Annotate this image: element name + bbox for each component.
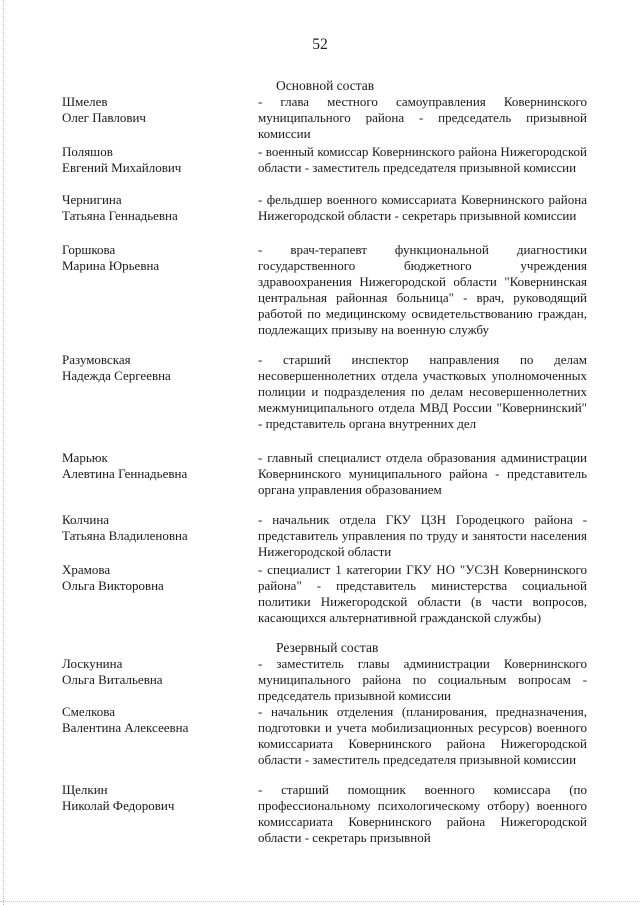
main-section-title: Основной состав xyxy=(276,78,375,93)
member-role: - начальник отделения (планирования, предназначения, подготовки и учета мобилизационных ресурсов) военного комиссариата Ковернинского района Нижегородской области - заместитель председателя призывной комиссии xyxy=(258,704,587,767)
member-surname: Марьюк xyxy=(62,450,108,465)
member-role: - врач-терапевт функциональной диагностики государственного бюджетного учреждения здравоохранения Нижегородской области "Ковернинская центральная районная больница" - врач, руководящий работой по медицинскому освидетельствованию граждан, подлежащих призыву на военную службу xyxy=(258,242,587,337)
member-role: - старший инспектор направления по делам несовершеннолетних отдела участковых уполномоченных полиции и подразделения по делам несовершеннолетних межмуниципального отдела МВД России "Ковернинский" - представитель органа внутренних дел xyxy=(258,352,587,431)
member-role: - военный комиссар Ковернинского района Нижегородской области - заместитель председателя призывной комиссии xyxy=(258,144,587,175)
member-given-name: Валентина Алексеевна xyxy=(62,720,189,735)
member-role: - главный специалист отдела образования администрации Ковернинского муниципального района - представитель органа управления образованием xyxy=(258,450,587,497)
member-given-name: Татьяна Владиленовна xyxy=(62,528,188,543)
member-given-name: Татьяна Геннадьевна xyxy=(62,208,178,223)
member-role: - глава местного самоуправления Ковернинского муниципального района - председатель призывной комиссии xyxy=(258,94,587,141)
member-surname: Храмова xyxy=(62,562,111,577)
member-name xyxy=(62,562,252,594)
member-role: - заместитель главы администрации Ковернинского муниципального района по социальным вопросам - председатель призывной комиссии xyxy=(258,656,587,703)
member-name xyxy=(62,656,252,688)
member-name xyxy=(62,242,252,274)
member-name xyxy=(62,450,252,482)
member-surname: Горшкова xyxy=(62,242,116,257)
member-given-name: Николай Федорович xyxy=(62,798,175,813)
scan-edge-bottom xyxy=(0,901,640,902)
reserve-section-title: Резервный состав xyxy=(276,640,379,655)
member-surname: Разумовская xyxy=(62,352,131,367)
member-name xyxy=(62,512,252,544)
member-name xyxy=(62,94,252,126)
member-given-name: Евгений Михайлович xyxy=(62,160,182,175)
member-surname: Шмелев xyxy=(62,94,108,109)
member-surname: Лоскунина xyxy=(62,656,123,671)
member-given-name: Олег Павлович xyxy=(62,110,146,125)
member-role: - начальник отдела ГКУ ЦЗН Городецкого района - представитель управления по труду и занятости населения Нижегородской области xyxy=(258,512,587,559)
member-role: - специалист 1 категории ГКУ НО "УСЗН Ковернинского района" - представитель министерства социальной политики Нижегородской области (в части вопросов, касающихся альтернативной гражданской службы) xyxy=(258,562,587,625)
member-name xyxy=(62,192,252,224)
member-role: - фельдшер военного комиссариата Ковернинского района Нижегородской области - секретарь призывной комиссии xyxy=(258,192,587,223)
member-given-name: Алевтина Геннадьевна xyxy=(62,466,188,481)
member-name xyxy=(62,352,252,384)
page-number: 52 xyxy=(312,36,328,53)
member-given-name: Ольга Викторовна xyxy=(62,578,164,593)
member-surname: Поляшов xyxy=(62,144,113,159)
member-role: - старший помощник военного комиссара (по профессиональному психологическому отбору) военного комиссариата Ковернинского района Нижегородской области - секретарь призывной xyxy=(258,782,587,845)
member-name xyxy=(62,704,252,736)
member-name xyxy=(62,782,252,814)
member-given-name: Марина Юрьевна xyxy=(62,258,160,273)
member-name xyxy=(62,144,252,176)
member-surname: Щелкин xyxy=(62,782,108,797)
member-surname: Колчина xyxy=(62,512,110,527)
member-surname: Смелкова xyxy=(62,704,116,719)
member-given-name: Ольга Витальевна xyxy=(62,672,163,687)
member-surname: Чернигина xyxy=(62,192,122,207)
scan-edge-left xyxy=(3,0,4,905)
member-given-name: Надежда Сергеевна xyxy=(62,368,171,383)
